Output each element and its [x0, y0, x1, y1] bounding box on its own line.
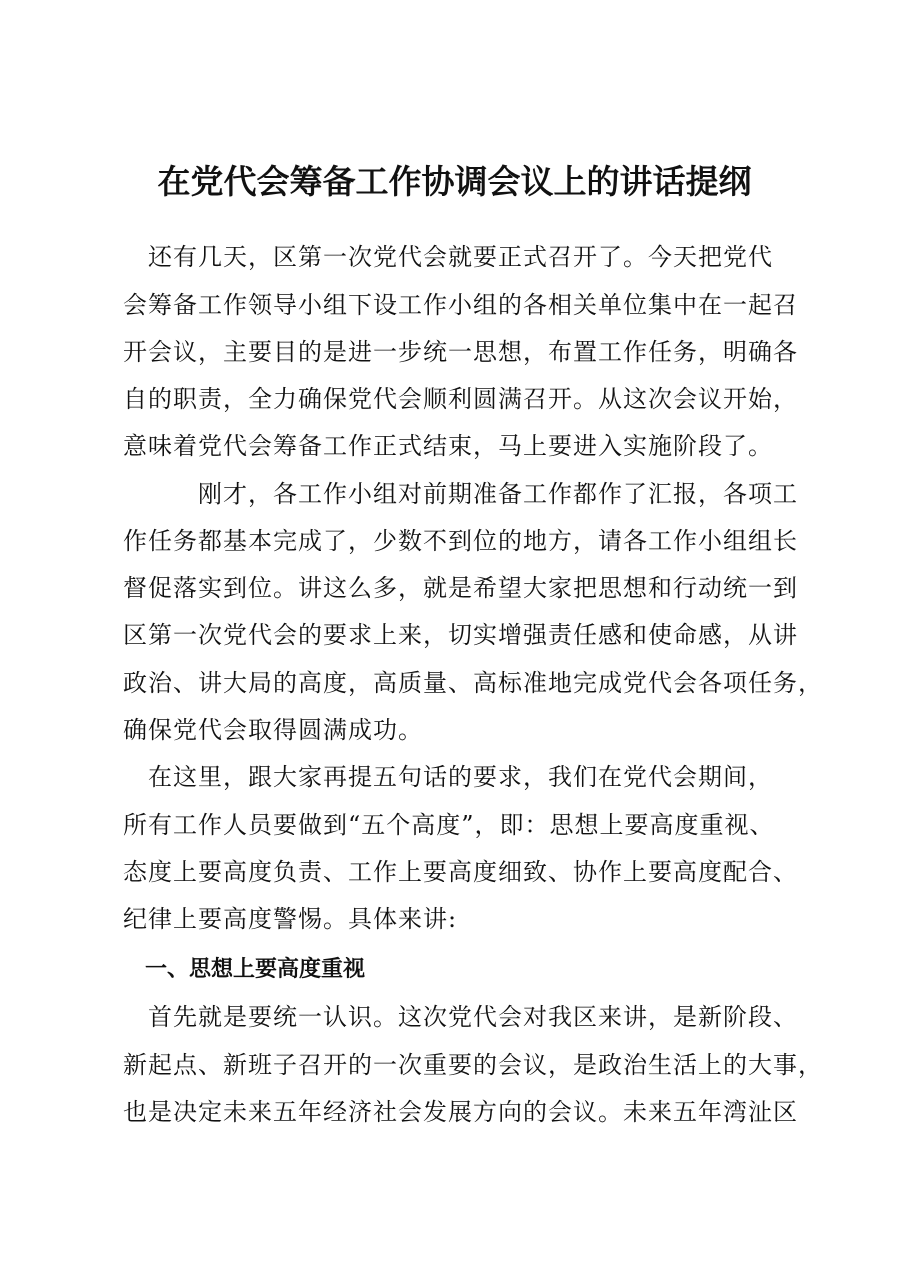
- paragraph-line: 态度上要高度负责、工作上要高度细致、协作上要高度配合、: [123, 858, 798, 886]
- paragraph-line: 刚才，各工作小组对前期准备工作都作了汇报，各项工: [123, 480, 798, 508]
- paragraph-line: 区第一次党代会的要求上来，切实增强责任感和使命感，从讲: [123, 621, 798, 649]
- paragraph-line: 作任务都基本完成了，少数不到位的地方，请各工作小组组长: [123, 527, 798, 555]
- document-title: 在党代会筹备工作协调会议上的讲话提纲: [157, 162, 752, 201]
- paragraph-line: 在这里，跟大家再提五句话的要求，我们在党代会期间，: [123, 763, 773, 791]
- paragraph-line: 自的职责，全力确保党代会顺利圆满召开。从这次会议开始，: [123, 385, 798, 413]
- paragraph-line: 纪律上要高度警惕。具体来讲:: [123, 905, 458, 933]
- paragraph-line: 确保党代会取得圆满成功。: [123, 716, 423, 744]
- paragraph-line: 政治、讲大局的高度，高质量、高标准地完成党代会各项任务，: [123, 669, 823, 697]
- paragraph-line: 会筹备工作领导小组下设工作小组的各相关单位集中在一起召: [123, 291, 798, 319]
- paragraph-line: 意味着党代会筹备工作正式结束，马上要进入实施阶段了。: [123, 432, 773, 460]
- paragraph-line: 开会议，主要目的是进一步统一思想，布置工作任务，明确各: [123, 338, 798, 366]
- paragraph-line: 新起点、新班子召开的一次重要的会议，是政治生活上的大事，: [123, 1051, 823, 1079]
- paragraph-line: 首先就是要统一认识。这次党代会对我区来讲，是新阶段、: [123, 1003, 798, 1031]
- paragraph-line: 也是决定未来五年经济社会发展方向的会议。未来五年湾沚区: [123, 1098, 798, 1126]
- paragraph-line: 督促落实到位。讲这么多，就是希望大家把思想和行动统一到: [123, 574, 798, 602]
- paragraph-line: 还有几天，区第一次党代会就要正式召开了。今天把党代: [123, 243, 773, 271]
- section-heading: 一、思想上要高度重视: [123, 957, 366, 982]
- paragraph-line: 所有工作人员要做到“五个高度”，即：思想上要高度重视、: [123, 811, 775, 839]
